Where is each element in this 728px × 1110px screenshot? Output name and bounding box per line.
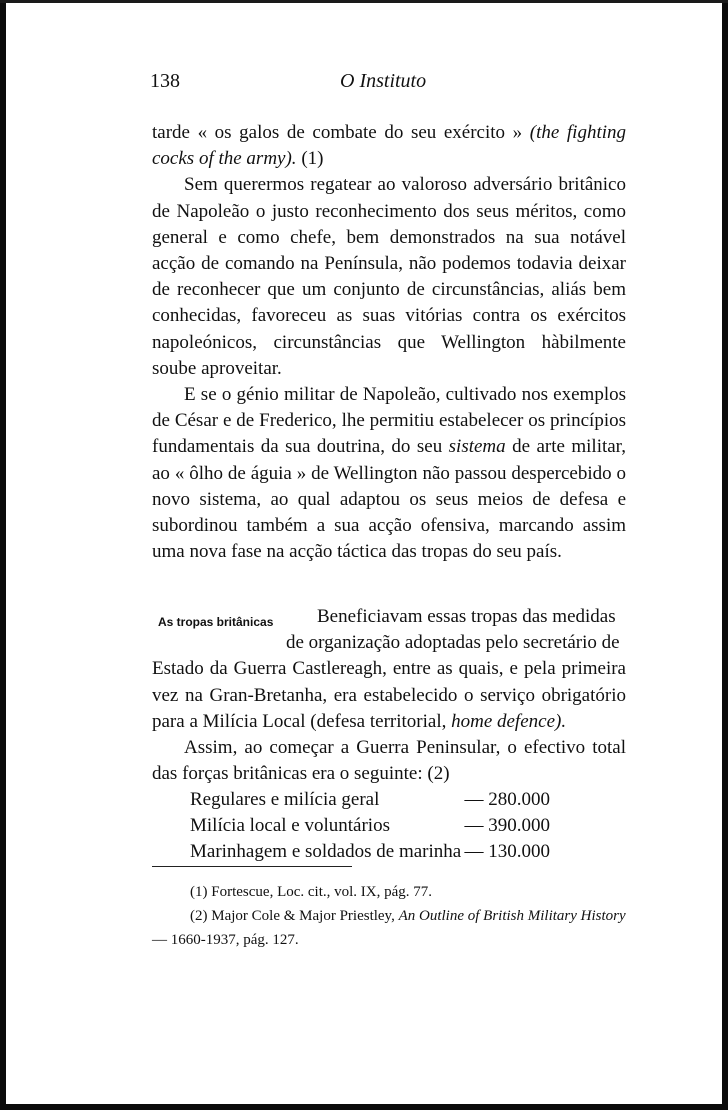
margin-heading: As tropas britânicas [158,615,274,629]
section-paragraph-2 [152,735,626,787]
paragraph-3-text-a: E se o génio militar de Napoleão, cultivado nos exemplos de César e de Frederico, lhe permitiu estabelecer os princípios fundamentais da sua doutrina, do seu [152,384,626,458]
section-line-2: de organização adoptadas pelo secretário de [286,632,620,654]
footnote-2-italic: An Outline of British Military History [398,908,626,924]
footnotes [152,880,626,952]
table-row [190,813,550,839]
footnote-2-mark: (2) [190,908,208,924]
scan-border-right [722,0,728,1110]
paragraph-3-italic: sistema [448,436,506,458]
force-label: Regulares e milícia geral [190,789,380,810]
footnote-2-text-a: Major Cole & Major Priestley, [207,908,399,924]
force-label: Milícia local e voluntários [190,815,390,836]
force-value: — 280.000 [464,789,550,810]
main-text [152,120,626,565]
paragraph-3-text-b: de arte militar, ao « ôlho de águia » de Wellington não passou despercebido o novo sistema, ao qual adaptou os seus meios de defesa e subordinou também a sua acção ofensiva, marcando assim uma nova fase na acção táctica das tropas do seu país. [152,436,626,563]
forces-table [190,787,550,865]
footnote-ref-2: (2) [427,763,450,785]
force-value: — 130.000 [464,841,550,862]
paragraph-1-italic: (the fighting cocks of the army). [152,122,627,170]
scan-border-left [0,0,6,1110]
section-text: Estado da Guerra Castlereagh, entre as quais, e pela primeira vez na Gran-Bretanha, era estabelecido o serviço obrigatório para a Milícia Local (defesa territorial, [152,658,626,732]
section-british-troops [152,604,626,787]
footnote-ref-1: (1) [301,148,324,170]
paragraph-1-text: tarde « os galos de combate do seu exército » [152,122,530,143]
footnote-2-text-b: — 1660-1937, pág. 127. [152,932,299,948]
section-italic: home defence). [451,710,567,732]
force-value: — 390.000 [464,815,550,836]
running-title: O Instituto [340,70,427,92]
paragraph-2: Sem querermos regatear ao valoroso adversário britânico de Napoleão o justo reconhecimento dos seus méritos, como general e como chefe, bem demonstrados na sua notável acção de comando na Península, não podemos todavia deixar de reconhecer que um conjunto de circunstâncias, aliás bem conhecidas, favoreceu as suas vitórias contra os exércitos napoleónicos, circunstâncias que Wellington hàbilmente soube aproveitar. [152,174,626,379]
footnote-2 [152,904,626,952]
footnote-1-mark: (1) [190,884,208,900]
paragraph-1 [152,120,626,172]
paragraph-3 [152,382,626,565]
page-number: 138 [150,70,180,92]
scan-border-top [0,0,728,3]
scan-border-bottom [0,1104,728,1110]
footnote-1-text: Fortescue, Loc. cit., vol. IX, pág. 77. [207,884,433,900]
section-p2-text: Assim, ao começar a Guerra Peninsular, o efectivo total das forças britânicas era o seguinte: [152,737,626,785]
table-row [190,839,550,865]
force-label: Marinhagem e soldados de marinha [190,841,462,862]
footnote-1 [152,880,626,904]
table-row [190,787,550,813]
section-line-1: Beneficiavam essas tropas das medidas [317,606,616,627]
page-header [150,70,590,100]
footnote-divider [152,866,352,867]
